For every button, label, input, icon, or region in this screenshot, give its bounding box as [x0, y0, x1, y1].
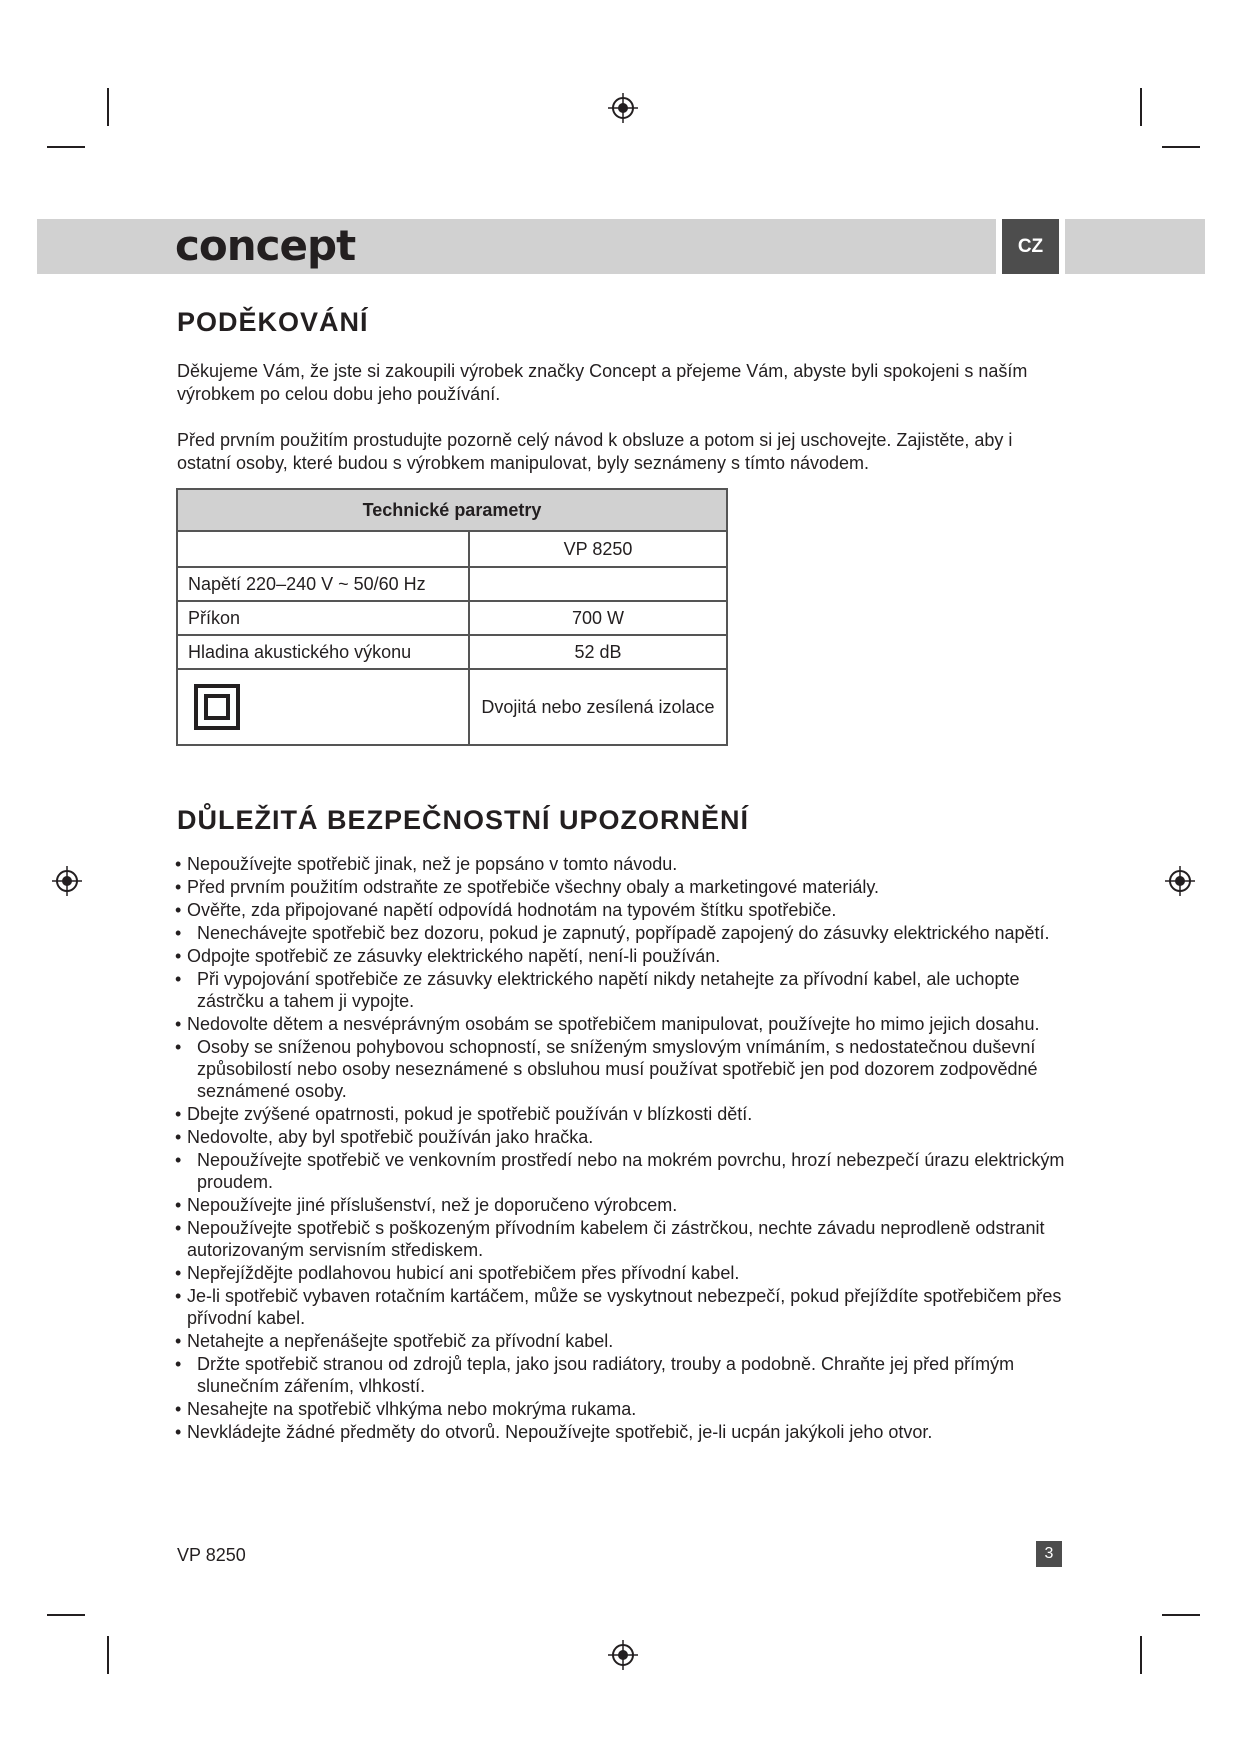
- safety-item: • Dbejte zvýšené opatrnosti, pokud je spotřebič používán v blízkosti dětí.: [175, 1103, 1075, 1125]
- safety-item: • Nenechávejte spotřebič bez dozoru, pokud je zapnutý, popřípadě zapojený do zásuvky elektrického napětí.: [175, 922, 1075, 944]
- brand-logo: concept: [175, 221, 356, 270]
- double-insulation-icon: [194, 684, 240, 730]
- intro-paragraph: Před prvním použitím prostudujte pozorně celý návod k obsluze a potom si jej uschovejte. Zajistěte, aby i ostatní osoby, které budou s výrobkem manipulovat, byly seznámeny s tímto návodem.: [177, 430, 1013, 473]
- header-divider: [1059, 219, 1065, 274]
- crop-mark: [1140, 1636, 1142, 1674]
- safety-item: • Nedovolte dětem a nesvéprávným osobám se spotřebičem manipulovat, používejte ho mimo jejich dosahu.: [175, 1013, 1075, 1035]
- crop-mark: [1162, 1614, 1200, 1616]
- spec-table: [176, 488, 728, 746]
- safety-item: • Při vypojování spotřebiče ze zásuvky elektrického napětí nikdy netahejte za přívodní kabel, ale uchopte zástrčku a tahem ji vypojte.: [175, 968, 1075, 1012]
- page-number: 3: [1036, 1541, 1062, 1567]
- safety-item: • Netahejte a nepřenášejte spotřebič za přívodní kabel.: [175, 1330, 1075, 1352]
- safety-list: [175, 853, 1075, 1444]
- spec-value: 52 dB: [469, 635, 727, 669]
- crop-mark: [107, 1636, 109, 1674]
- footer-model: VP 8250: [177, 1545, 246, 1565]
- safety-item: • Nepoužívejte spotřebič jinak, než je popsáno v tomto návodu.: [175, 853, 1075, 875]
- crop-mark: [47, 1614, 85, 1616]
- spec-label: Napětí 220–240 V ~ 50/60 Hz: [177, 567, 469, 601]
- registration-mark-icon: [608, 93, 638, 123]
- safety-item: • Osoby se sníženou pohybovou schopností, se sníženým smyslovým vnímáním, s nedostatečnou duševní způsobilostí nebo osoby neseznámené s obsluhou musí používat spotřebič jen pod dozorem zodpovědné seznámené osoby.: [175, 1036, 1075, 1102]
- spec-insulation-label: Dvojitá nebo zesílená izolace: [469, 669, 727, 745]
- safety-item: • Nevkládejte žádné předměty do otvorů. Nepoužívejte spotřebič, je-li ucpán jakýkoli jeho otvor.: [175, 1421, 1075, 1443]
- crop-mark: [107, 88, 109, 126]
- spec-icon-cell: [177, 669, 469, 745]
- safety-item: • Nesahejte na spotřebič vlhkýma nebo mokrýma rukama.: [175, 1398, 1075, 1420]
- safety-item: • Ověřte, zda připojované napětí odpovídá hodnotám na typovém štítku spotřebiče.: [175, 899, 1075, 921]
- safety-item: • Odpojte spotřebič ze zásuvky elektrického napětí, není-li používán.: [175, 945, 1075, 967]
- intro-paragraph: Děkujeme Vám, že jste si zakoupili výrobek značky Concept a přejeme Vám, abyste byli spokojeni s naším výrobkem po celou dobu jeho používání.: [177, 361, 1028, 404]
- safety-item: • Nepoužívejte spotřebič s poškozeným přívodním kabelem či zástrčkou, nechte závadu neprodleně odstranit autorizovaným servisním střediskem.: [175, 1217, 1075, 1261]
- spec-value: [469, 567, 727, 601]
- crop-mark: [1140, 88, 1142, 126]
- intro-title: PODĚKOVÁNÍ: [177, 307, 369, 337]
- crop-mark: [47, 146, 85, 148]
- safety-item: • Nepřejíždějte podlahovou hubicí ani spotřebičem přes přívodní kabel.: [175, 1262, 1075, 1284]
- registration-mark-icon: [52, 866, 82, 896]
- safety-title: DŮLEŽITÁ BEZPEČNOSTNÍ UPOZORNĚNÍ: [177, 805, 750, 835]
- safety-item: • Nepoužívejte jiné příslušenství, než je doporučeno výrobcem.: [175, 1194, 1075, 1216]
- safety-item: • Nepoužívejte spotřebič ve venkovním prostředí nebo na mokrém povrchu, hrozí nebezpečí úrazu elektrickým proudem.: [175, 1149, 1075, 1193]
- spec-model: VP 8250: [469, 531, 727, 567]
- safety-item: • Je-li spotřebič vybaven rotačním kartáčem, může se vyskytnout nebezpečí, pokud přejíždíte spotřebičem přes přívodní kabel.: [175, 1285, 1075, 1329]
- crop-mark: [1162, 146, 1200, 148]
- registration-mark-icon: [1165, 866, 1195, 896]
- safety-item: • Nedovolte, aby byl spotřebič používán jako hračka.: [175, 1126, 1075, 1148]
- spec-label: Hladina akustického výkonu: [177, 635, 469, 669]
- safety-item: • Před prvním použitím odstraňte ze spotřebiče všechny obaly a marketingové materiály.: [175, 876, 1075, 898]
- registration-mark-icon: [608, 1640, 638, 1670]
- language-badge: CZ: [1002, 219, 1059, 274]
- spec-cell-empty: [177, 531, 469, 567]
- spec-label: Příkon: [177, 601, 469, 635]
- safety-item: • Držte spotřebič stranou od zdrojů tepla, jako jsou radiátory, trouby a podobně. Chraňte jej před přímým slunečním zářením, vlhkostí.: [175, 1353, 1075, 1397]
- spec-table-title: Technické parametry: [177, 489, 727, 531]
- spec-value: 700 W: [469, 601, 727, 635]
